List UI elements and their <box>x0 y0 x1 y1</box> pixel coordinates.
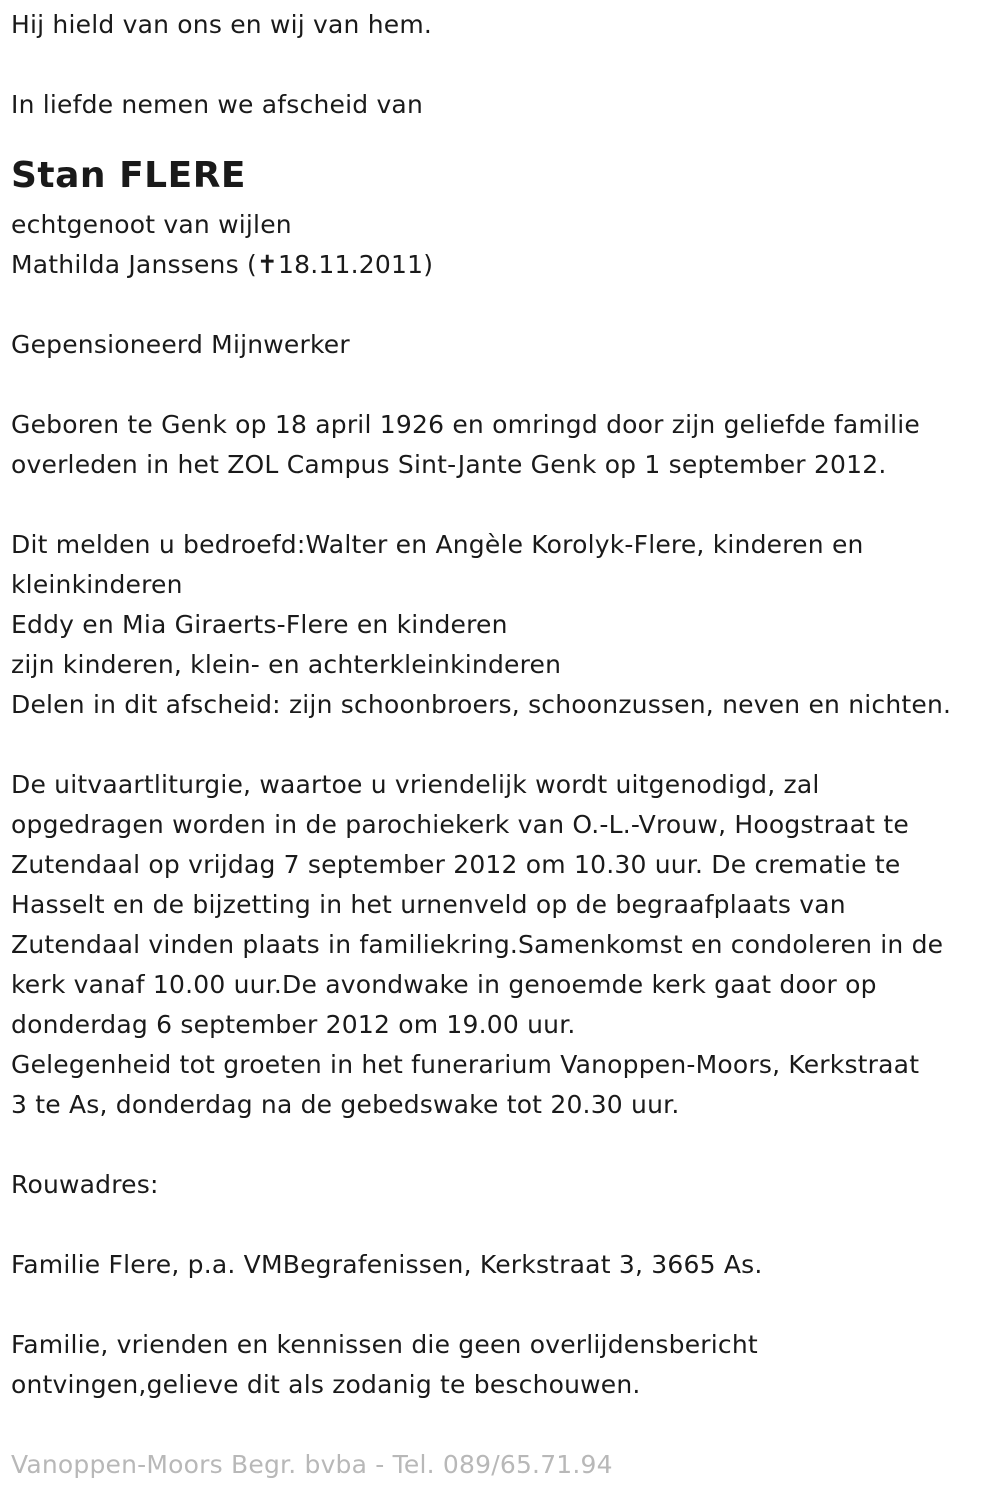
paragraph-line: Hasselt en de bijzetting in het urnenveld op de begraafplaats van <box>11 890 846 919</box>
mourning-address: Familie Flere, p.a. VMBegrafenissen, Kerkstraat 3, 3665 As. <box>11 1250 763 1279</box>
paragraph-line: kerk vanaf 10.00 uur.De avondwake in genoemde kerk gaat door op <box>11 970 877 999</box>
address-label: Rouwadres: <box>11 1170 159 1199</box>
spacer <box>11 1405 996 1445</box>
funeral-home-footer: Vanoppen-Moors Begr. bvba - Tel. 089/65.71.94 <box>11 1450 613 1479</box>
paragraph-line: donderdag 6 september 2012 om 19.00 uur. <box>11 1010 576 1039</box>
farewell-text: In liefde nemen we afscheid van <box>11 90 423 119</box>
paragraph-line: 3 te As, donderdag na de gebedswake tot 20.30 uur. <box>11 1090 680 1119</box>
spouse-name-line: Mathilda Janssens (✝18.11.2011) <box>11 250 434 279</box>
birth-death-paragraph <box>11 405 996 485</box>
paragraph-line: overleden in het ZOL Campus Sint-Jante Genk op 1 september 2012. <box>11 450 887 479</box>
spouse-line: echtgenoot van wijlen <box>11 210 292 239</box>
occupation-text: Gepensioneerd Mijnwerker <box>11 330 350 359</box>
funeral-paragraph <box>11 765 996 1125</box>
paragraph-line: Zutendaal op vrijdag 7 september 2012 om 10.30 uur. De crematie te <box>11 850 901 879</box>
spacer <box>11 285 996 325</box>
paragraph-line: zijn kinderen, klein- en achterkleinkinderen <box>11 650 562 679</box>
paragraph-line: Geboren te Genk op 18 april 1926 en omringd door zijn geliefde familie <box>11 410 920 439</box>
spacer <box>11 45 996 85</box>
paragraph-line: Dit melden u bedroefd:Walter en Angèle Korolyk-Flere, kinderen en <box>11 530 864 559</box>
death-notice <box>11 5 996 1485</box>
spacer <box>11 1285 996 1325</box>
paragraph-line: opgedragen worden in de parochiekerk van O.-L.-Vrouw, Hoogstraat te <box>11 810 909 839</box>
paragraph-line: Zutendaal vinden plaats in familiekring.Samenkomst en condoleren in de <box>11 930 944 959</box>
paragraph-line: Gelegenheid tot groeten in het funerarium Vanoppen-Moors, Kerkstraat <box>11 1050 920 1079</box>
paragraph-line: ontvingen,gelieve dit als zodanig te beschouwen. <box>11 1370 641 1399</box>
spacer <box>11 365 996 405</box>
spacer <box>11 1205 996 1245</box>
paragraph-line: Eddy en Mia Giraerts-Flere en kinderen <box>11 610 508 639</box>
spacer <box>11 1125 996 1165</box>
paragraph-line: Delen in dit afscheid: zijn schoonbroers, schoonzussen, neven en nichten. <box>11 690 952 719</box>
paragraph-line: kleinkinderen <box>11 570 183 599</box>
spacer <box>11 725 996 765</box>
deceased-name: Stan FLERE <box>11 155 247 196</box>
paragraph-line: De uitvaartliturgie, waartoe u vriendelijk wordt uitgenodigd, zal <box>11 770 820 799</box>
closing-paragraph <box>11 1325 996 1405</box>
intro-text: Hij hield van ons en wij van hem. <box>11 10 433 39</box>
spacer <box>11 485 996 525</box>
announcers-paragraph <box>11 525 996 725</box>
paragraph-line: Familie, vrienden en kennissen die geen overlijdensbericht <box>11 1330 758 1359</box>
